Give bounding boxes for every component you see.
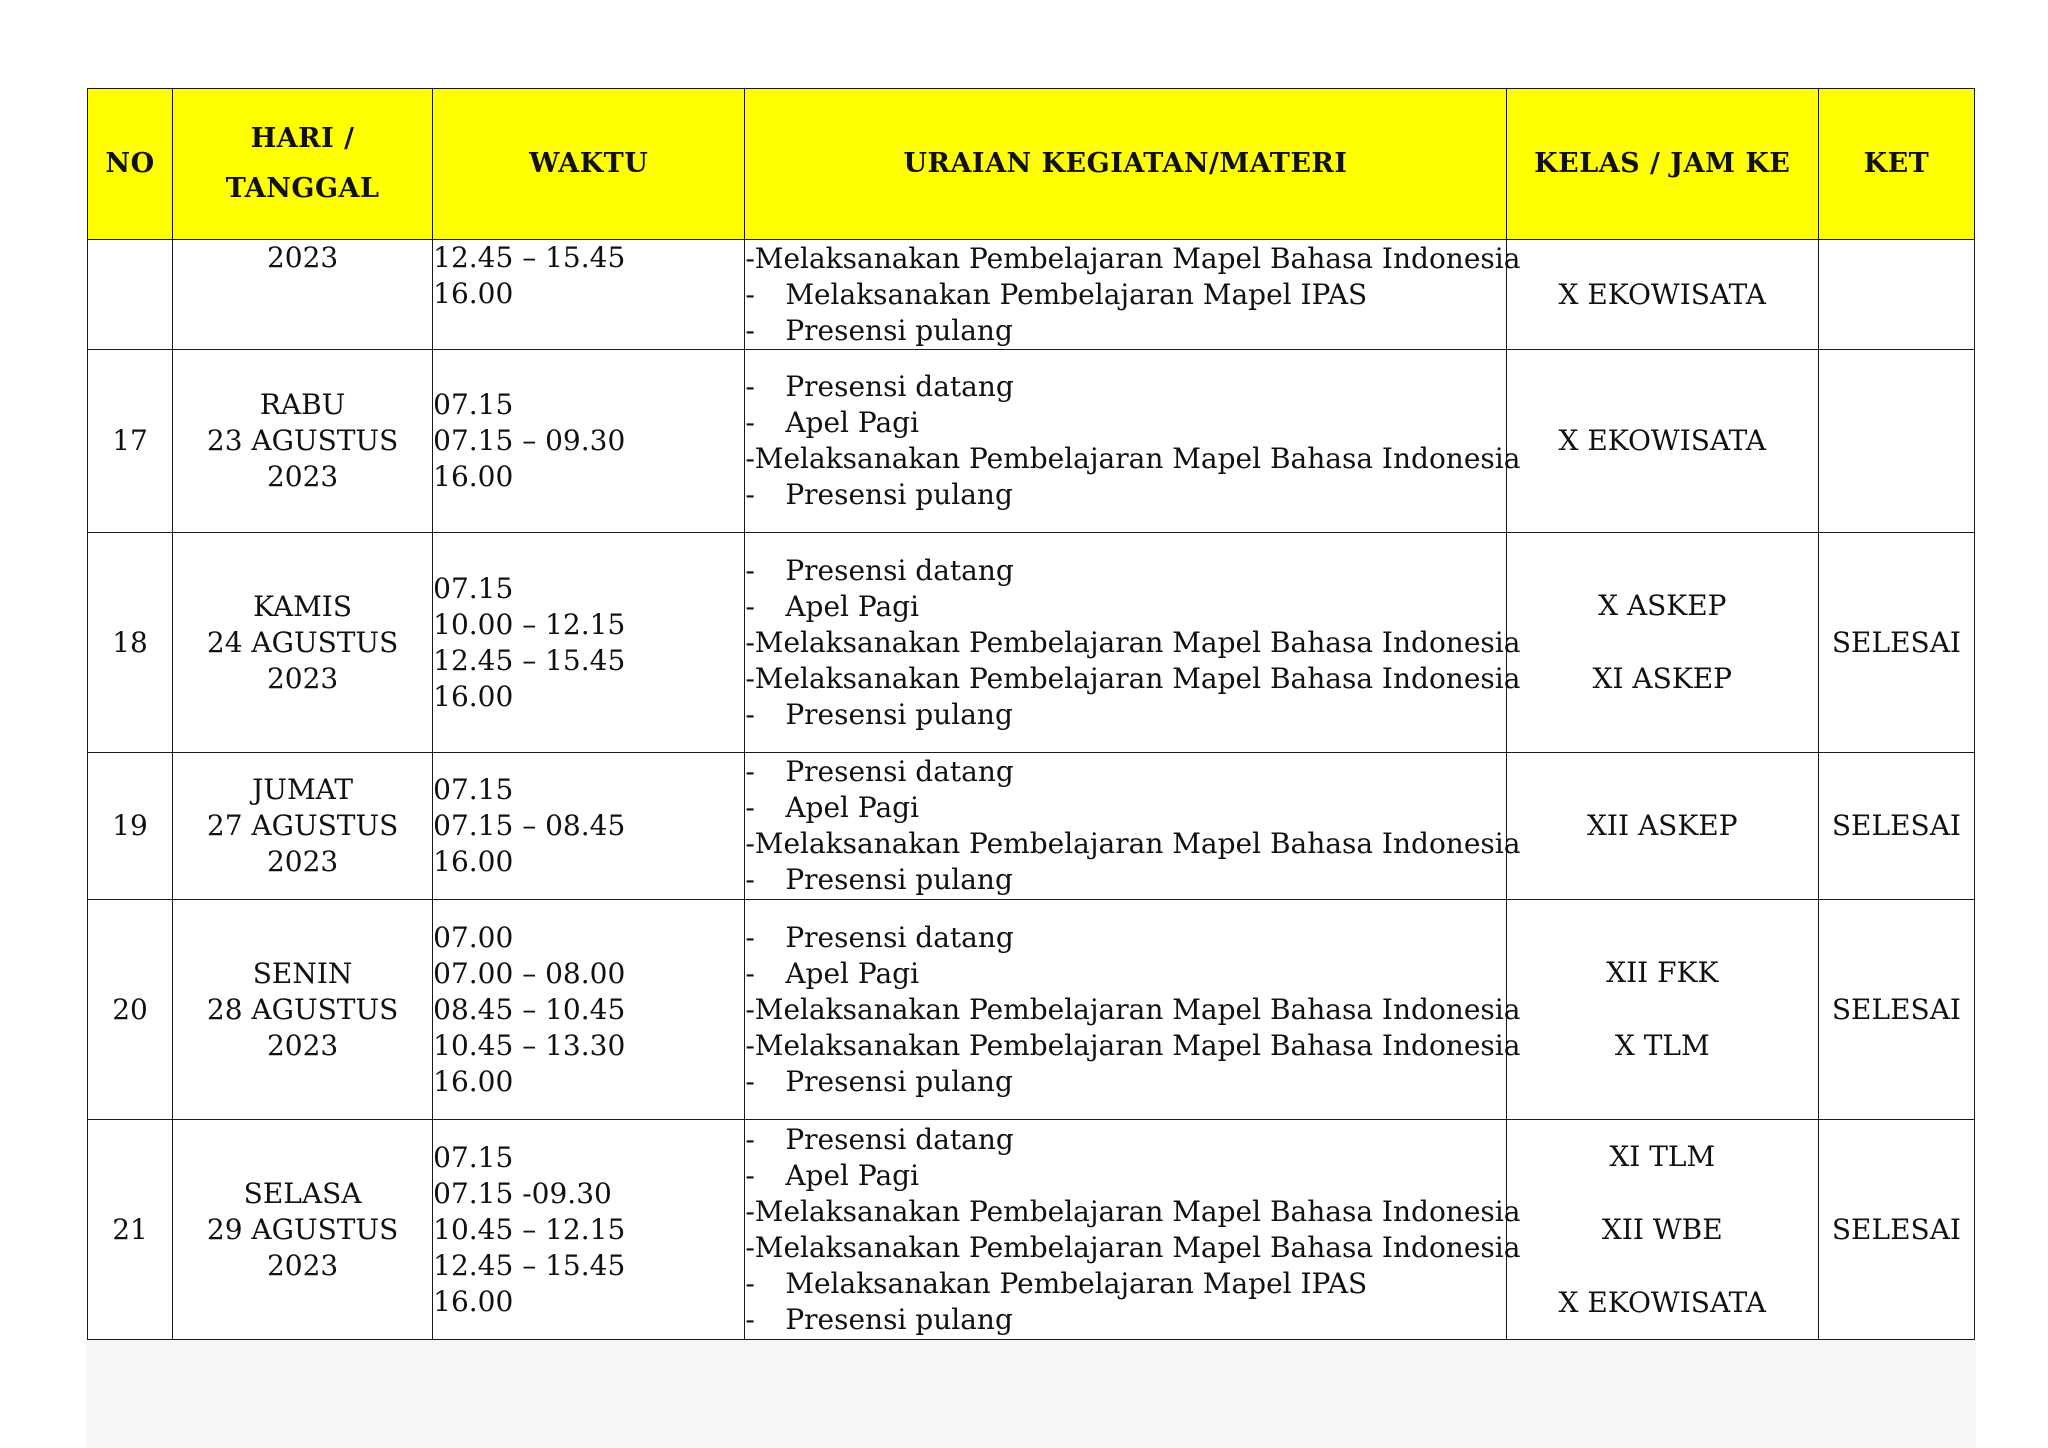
cell-ket: SELESAI [1818, 753, 1974, 900]
kelas-item: XII FKK [1606, 956, 1719, 989]
hari-line: 27 AGUSTUS [206, 809, 399, 842]
waktu-line: 07.00 – 08.00 [433, 956, 626, 990]
activity-item [745, 862, 1505, 898]
activity-item [745, 697, 1505, 733]
activity-item [745, 1122, 1505, 1158]
bullet-dash: - [745, 241, 755, 275]
page-bottom-band [86, 1340, 1976, 1448]
activity-text: Melaksanakan Pembelajaran Mapel Bahasa Indonesia [754, 241, 1521, 275]
kelas-item: XII ASKEP [1587, 809, 1738, 842]
activity-text: Melaksanakan Pembelajaran Mapel Bahasa Indonesia [754, 442, 1521, 475]
bullet-dash: - [745, 442, 755, 475]
kelas-item: XII WBE [1601, 1212, 1723, 1246]
bullet-dash: - [745, 313, 755, 347]
activity-text: Presensi datang [785, 920, 1014, 954]
activity-item [745, 1194, 1521, 1230]
activity-item [745, 625, 1521, 661]
kelas-item: X ASKEP [1598, 589, 1727, 622]
activity-item [745, 920, 1505, 956]
waktu-line: 16.00 [433, 1284, 514, 1318]
waktu-line: 12.45 – 15.45 [433, 241, 626, 274]
activity-text: Presensi pulang [785, 863, 1013, 896]
kelas-item: X EKOWISATA [1558, 424, 1767, 457]
waktu-line: 16.00 [433, 845, 514, 878]
hari-line: RABU [259, 388, 346, 421]
cell-no: 20 [88, 900, 173, 1120]
activity-text: Melaksanakan Pembelajaran Mapel Bahasa Indonesia [754, 1194, 1521, 1228]
hari-line: 2023 [266, 1028, 339, 1062]
bullet-dash: - [745, 406, 755, 439]
activity-text: Presensi datang [785, 755, 1014, 788]
hari-line: JUMAT [252, 773, 354, 806]
cell-hari-tanggal [173, 350, 433, 533]
activity-text: Presensi datang [785, 370, 1014, 403]
cell-ket: SELESAI [1818, 900, 1974, 1120]
cell-no: 19 [88, 753, 173, 900]
table-row [88, 753, 1975, 900]
activity-text: Presensi pulang [785, 697, 1013, 731]
cell-waktu [433, 1120, 745, 1340]
waktu-line: 07.15 [433, 773, 514, 806]
bullet-dash: - [745, 478, 755, 511]
kelas-item: X TLM [1614, 1029, 1710, 1062]
header-ket: KET [1818, 89, 1974, 240]
activity-item [745, 754, 1505, 790]
cell-ket [1818, 350, 1974, 533]
activity-item [745, 1266, 1505, 1302]
waktu-line: 10.45 – 13.30 [433, 1028, 626, 1062]
bullet-dash: - [745, 992, 755, 1026]
activity-item [745, 1158, 1505, 1194]
table-row [88, 533, 1975, 753]
activity-item [745, 661, 1521, 697]
cell-no: 17 [88, 350, 173, 533]
hari-line: 24 AGUSTUS [206, 625, 399, 659]
table-row [88, 900, 1975, 1120]
cell-hari-tanggal [173, 900, 433, 1120]
hari-line: 2023 [266, 845, 339, 878]
kelas-item: X EKOWISATA [1558, 1285, 1767, 1319]
cell-ket: SELESAI [1818, 533, 1974, 753]
activity-item [745, 826, 1521, 862]
activity-item [745, 1302, 1505, 1338]
bullet-dash: - [745, 1064, 755, 1098]
kelas-item: XI TLM [1609, 1139, 1716, 1173]
activity-item [745, 992, 1521, 1028]
activity-text: Melaksanakan Pembelajaran Mapel IPAS [785, 277, 1368, 311]
waktu-line: 07.15 -09.30 [433, 1176, 612, 1210]
waktu-line: 12.45 – 15.45 [433, 643, 626, 677]
activity-item [745, 790, 1505, 826]
bullet-dash: - [745, 1194, 755, 1228]
bullet-dash: - [745, 956, 755, 990]
activity-item [745, 277, 1505, 313]
cell-kelas [1506, 533, 1818, 753]
hari-line: 2023 [266, 460, 339, 493]
table-row [88, 240, 1975, 350]
activity-item [745, 1028, 1521, 1064]
header-hari-tanggal [173, 89, 433, 240]
bullet-dash: - [745, 1028, 755, 1062]
bullet-dash: - [745, 1230, 755, 1264]
waktu-line: 07.15 – 08.45 [433, 809, 626, 842]
bullet-dash: - [745, 625, 755, 659]
cell-kelas [1506, 753, 1818, 900]
bullet-dash: - [745, 661, 755, 695]
cell-no: 21 [88, 1120, 173, 1340]
activity-text: Presensi datang [785, 1122, 1014, 1156]
bullet-dash: - [745, 920, 755, 954]
cell-hari-tanggal [173, 240, 433, 350]
table-row [88, 1120, 1975, 1340]
header-row [88, 89, 1975, 240]
activity-text: Melaksanakan Pembelajaran Mapel Bahasa Indonesia [754, 992, 1521, 1026]
hari-line: KAMIS [253, 589, 353, 623]
hari-line: SELASA [243, 1176, 362, 1210]
cell-uraian [745, 350, 1521, 533]
waktu-line: 16.00 [433, 1064, 514, 1098]
table-header [88, 89, 1975, 240]
activity-item [745, 405, 1505, 441]
cell-hari-tanggal [173, 1120, 433, 1340]
bullet-dash: - [745, 1302, 755, 1336]
hari-line: 28 AGUSTUS [206, 992, 399, 1026]
cell-kelas [1506, 900, 1818, 1120]
cell-uraian [745, 533, 1521, 753]
kelas-item: XI ASKEP [1592, 662, 1733, 695]
cell-waktu [433, 753, 745, 900]
header-kelas: KELAS / JAM KE [1506, 89, 1818, 240]
cell-kelas [1506, 1120, 1818, 1340]
cell-uraian [745, 1120, 1521, 1340]
hari-line: 29 AGUSTUS [206, 1212, 399, 1246]
hari-line: 2023 [266, 241, 339, 274]
hari-line: SENIN [252, 956, 353, 990]
bullet-dash: - [745, 791, 755, 824]
bullet-dash: - [745, 863, 755, 896]
activity-text: Apel Pagi [785, 1158, 920, 1192]
cell-waktu [433, 350, 745, 533]
cell-no [88, 240, 173, 350]
activity-item [745, 477, 1505, 513]
activity-text: Melaksanakan Pembelajaran Mapel IPAS [785, 1266, 1368, 1300]
bullet-dash: - [745, 1266, 755, 1300]
header-uraian: URAIAN KEGIATAN/MATERI [745, 89, 1506, 240]
activity-text: Apel Pagi [785, 956, 920, 990]
header-hari-line2: TANGGAL [225, 173, 380, 204]
waktu-line: 07.15 [433, 388, 514, 421]
activity-text: Melaksanakan Pembelajaran Mapel Bahasa Indonesia [754, 661, 1521, 695]
waktu-line: 10.45 – 12.15 [433, 1212, 626, 1246]
activity-item [745, 313, 1505, 349]
bullet-dash: - [745, 553, 755, 587]
cell-waktu [433, 900, 745, 1120]
waktu-line: 16.00 [433, 679, 514, 713]
activity-item [745, 589, 1505, 625]
cell-hari-tanggal [173, 533, 433, 753]
kelas-item: X EKOWISATA [1558, 277, 1767, 311]
waktu-line: 12.45 – 15.45 [433, 1248, 626, 1282]
activity-text: Presensi pulang [785, 478, 1013, 511]
cell-uraian [745, 753, 1521, 900]
activity-text: Apel Pagi [785, 589, 920, 623]
cell-uraian [745, 900, 1521, 1120]
hari-line: 23 AGUSTUS [206, 424, 399, 457]
table-row [88, 350, 1975, 533]
cell-ket: SELESAI [1818, 1120, 1974, 1340]
cell-uraian [745, 240, 1521, 350]
waktu-line: 07.15 [433, 1140, 514, 1174]
activity-text: Apel Pagi [785, 406, 920, 439]
schedule-table [87, 88, 1975, 1340]
activity-text: Melaksanakan Pembelajaran Mapel Bahasa Indonesia [754, 827, 1521, 860]
bullet-dash: - [745, 370, 755, 403]
waktu-line: 07.15 [433, 571, 514, 605]
header-waktu: WAKTU [433, 89, 745, 240]
header-hari-line1: HARI / [250, 123, 355, 154]
waktu-line: 07.15 – 09.30 [433, 424, 626, 457]
cell-ket [1818, 240, 1974, 350]
activity-text: Melaksanakan Pembelajaran Mapel Bahasa Indonesia [754, 1028, 1521, 1062]
waktu-line: 16.00 [433, 277, 514, 310]
activity-text: Presensi pulang [785, 1064, 1013, 1098]
activity-item [745, 1064, 1505, 1100]
activity-item [745, 956, 1505, 992]
bullet-dash: - [745, 697, 755, 731]
cell-waktu [433, 533, 745, 753]
activity-text: Presensi pulang [785, 1302, 1013, 1336]
bullet-dash: - [745, 277, 755, 311]
activity-text: Melaksanakan Pembelajaran Mapel Bahasa Indonesia [754, 625, 1521, 659]
activity-text: Presensi pulang [785, 313, 1013, 347]
activity-item [745, 441, 1521, 477]
activity-text: Presensi datang [785, 553, 1014, 587]
activity-item [745, 553, 1505, 589]
cell-waktu [433, 240, 745, 350]
bullet-dash: - [745, 755, 755, 788]
waktu-line: 08.45 – 10.45 [433, 992, 626, 1026]
waktu-line: 10.00 – 12.15 [433, 607, 626, 641]
bullet-dash: - [745, 827, 755, 860]
cell-kelas [1506, 350, 1818, 533]
bullet-dash: - [745, 589, 755, 623]
bullet-dash: - [745, 1122, 755, 1156]
activity-item [745, 1230, 1521, 1266]
activity-text: Apel Pagi [785, 791, 920, 824]
activity-item [745, 369, 1505, 405]
bullet-dash: - [745, 1158, 755, 1192]
cell-no: 18 [88, 533, 173, 753]
table-body [88, 240, 1975, 1340]
hari-line: 2023 [266, 661, 339, 695]
cell-kelas [1506, 240, 1818, 350]
activity-text: Melaksanakan Pembelajaran Mapel Bahasa Indonesia [754, 1230, 1521, 1264]
header-no: NO [88, 89, 173, 240]
activity-item [745, 241, 1521, 277]
hari-line: 2023 [266, 1248, 339, 1282]
waktu-line: 07.00 [433, 920, 514, 954]
waktu-line: 16.00 [433, 460, 514, 493]
cell-hari-tanggal [173, 753, 433, 900]
